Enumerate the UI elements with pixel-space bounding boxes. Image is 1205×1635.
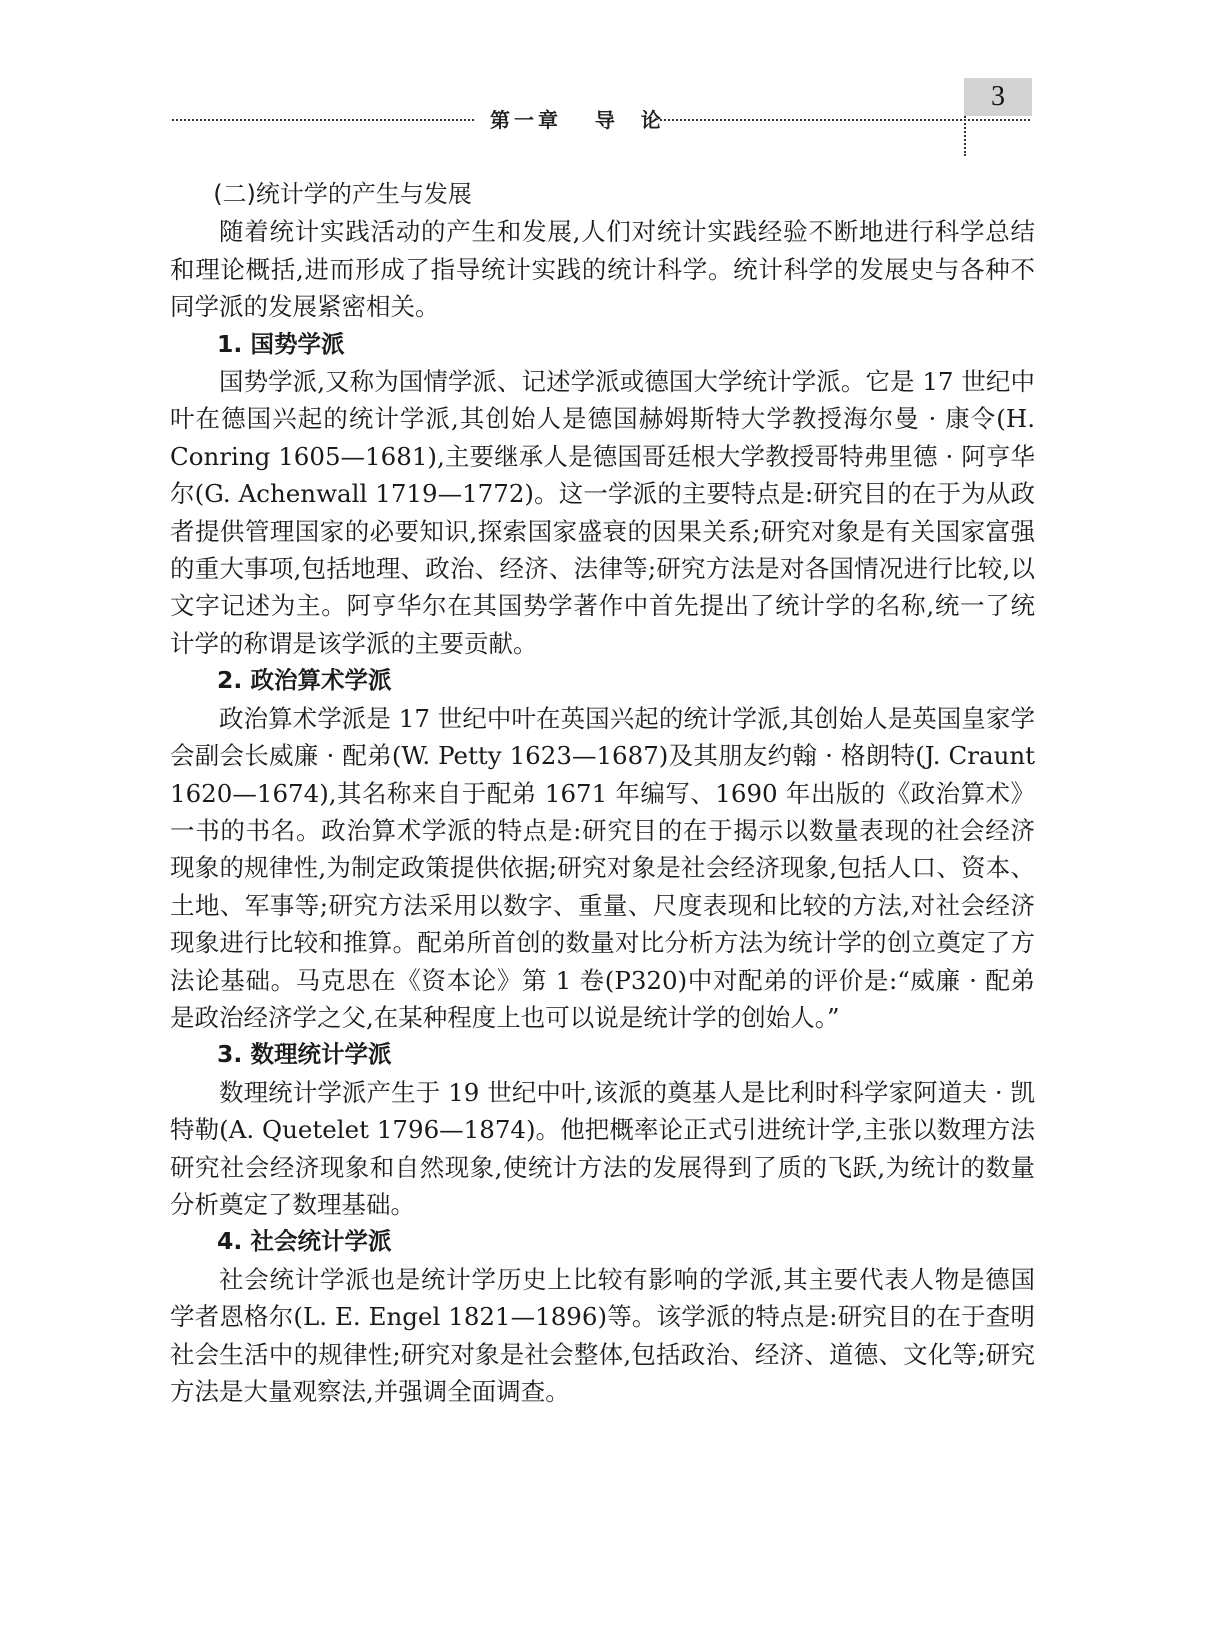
school-paragraph: 社会统计学派也是统计学历史上比较有影响的学派,其主要代表人物是德国学者恩格尔(L. E. Engel 1821—1896)等。该学派的特点是:研究目的在于查明社会生活中的规律性;研究对象是社会整体,包括政治、经济、道德、文化等;研究方法是大量观察法,并强调全面调查。 — [170, 1264, 1035, 1406]
intro-paragraph: 随着统计实践活动的产生和发展,人们对统计实践经验不断地进行科学总结和理论概括,进而形成了指导统计实践的统计科学。统计科学的发展史与各种不同学派的发展紧密相关。 — [170, 217, 1035, 322]
page-number: 3 — [964, 78, 1032, 116]
header-dotted-rule-right — [660, 119, 1030, 121]
page-number-dotted-rule — [964, 116, 966, 156]
section-title: (二)统计学的产生与发展 — [213, 180, 472, 208]
chapter-title: 第一章 导 论 — [490, 108, 665, 132]
school-heading: 4. 社会统计学派 — [217, 1227, 392, 1256]
school-heading: 3. 数理统计学派 — [217, 1040, 392, 1069]
school-paragraph: 国势学派,又称为国情学派、记述学派或德国大学统计学派。它是 17 世纪中叶在德国兴起的统计学派,其创始人是德国赫姆斯特大学教授海尔曼 · 康令(H. Conring 1605—1681),主要继承人是德国哥廷根大学教授哥特弗里德 · 阿亨华尔(G. Achenwall 1719—1772)。这一学派的主要特点是:研究目的在于为从政者提供管理国家的必要知识,探索国家盛衰的因果关系;研究对象是有关国家富强的重大事项,包括地理、政治、经济、法律等;研究方法是对各国情况进行比较,以文字记述为主。阿亨华尔在其国势学著作中首先提出了统计学的名称,统一了统计学的称谓是该学派的主要贡献。 — [170, 367, 1035, 658]
running-header — [172, 78, 1032, 158]
page-body — [170, 176, 1035, 1410]
school-heading: 2. 政治算术学派 — [217, 666, 392, 695]
school-paragraph: 数理统计学派产生于 19 世纪中叶,该派的奠基人是比利时科学家阿道夫 · 凯特勒(A. Quetelet 1796—1874)。他把概率论正式引进统计学,主张以数理方法研究社会经济现象和自然现象,使统计方法的发展得到了质的飞跃,为统计的数量分析奠定了数理基础。 — [170, 1077, 1035, 1219]
school-paragraph: 政治算术学派是 17 世纪中叶在英国兴起的统计学派,其创始人是英国皇家学会副会长威廉 · 配弟(W. Petty 1623—1687)及其朋友约翰 · 格朗特(J. Craunt 1620—1674),其名称来自于配弟 1671 年编写、1690 年出版的《政治算术》一书的书名。政治算术学派的特点是:研究目的在于揭示以数量表现的社会经济现象的规律性,为制定政策提供依据;研究对象是社会经济现象,包括人口、资本、土地、军事等;研究方法采用以数字、重量、尺度表现和比较的方法,对社会经济现象进行比较和推算。配弟所首创的数量对比分析方法为统计学的创立奠定了方法论基础。马克思在《资本论》第 1 卷(P320)中对配弟的评价是:“威廉 · 配弟是政治经济学之父,在某种程度上也可以说是统计学的创始人。” — [170, 703, 1035, 1032]
header-dotted-rule-left — [172, 119, 474, 121]
school-heading: 1. 国势学派 — [217, 329, 345, 358]
